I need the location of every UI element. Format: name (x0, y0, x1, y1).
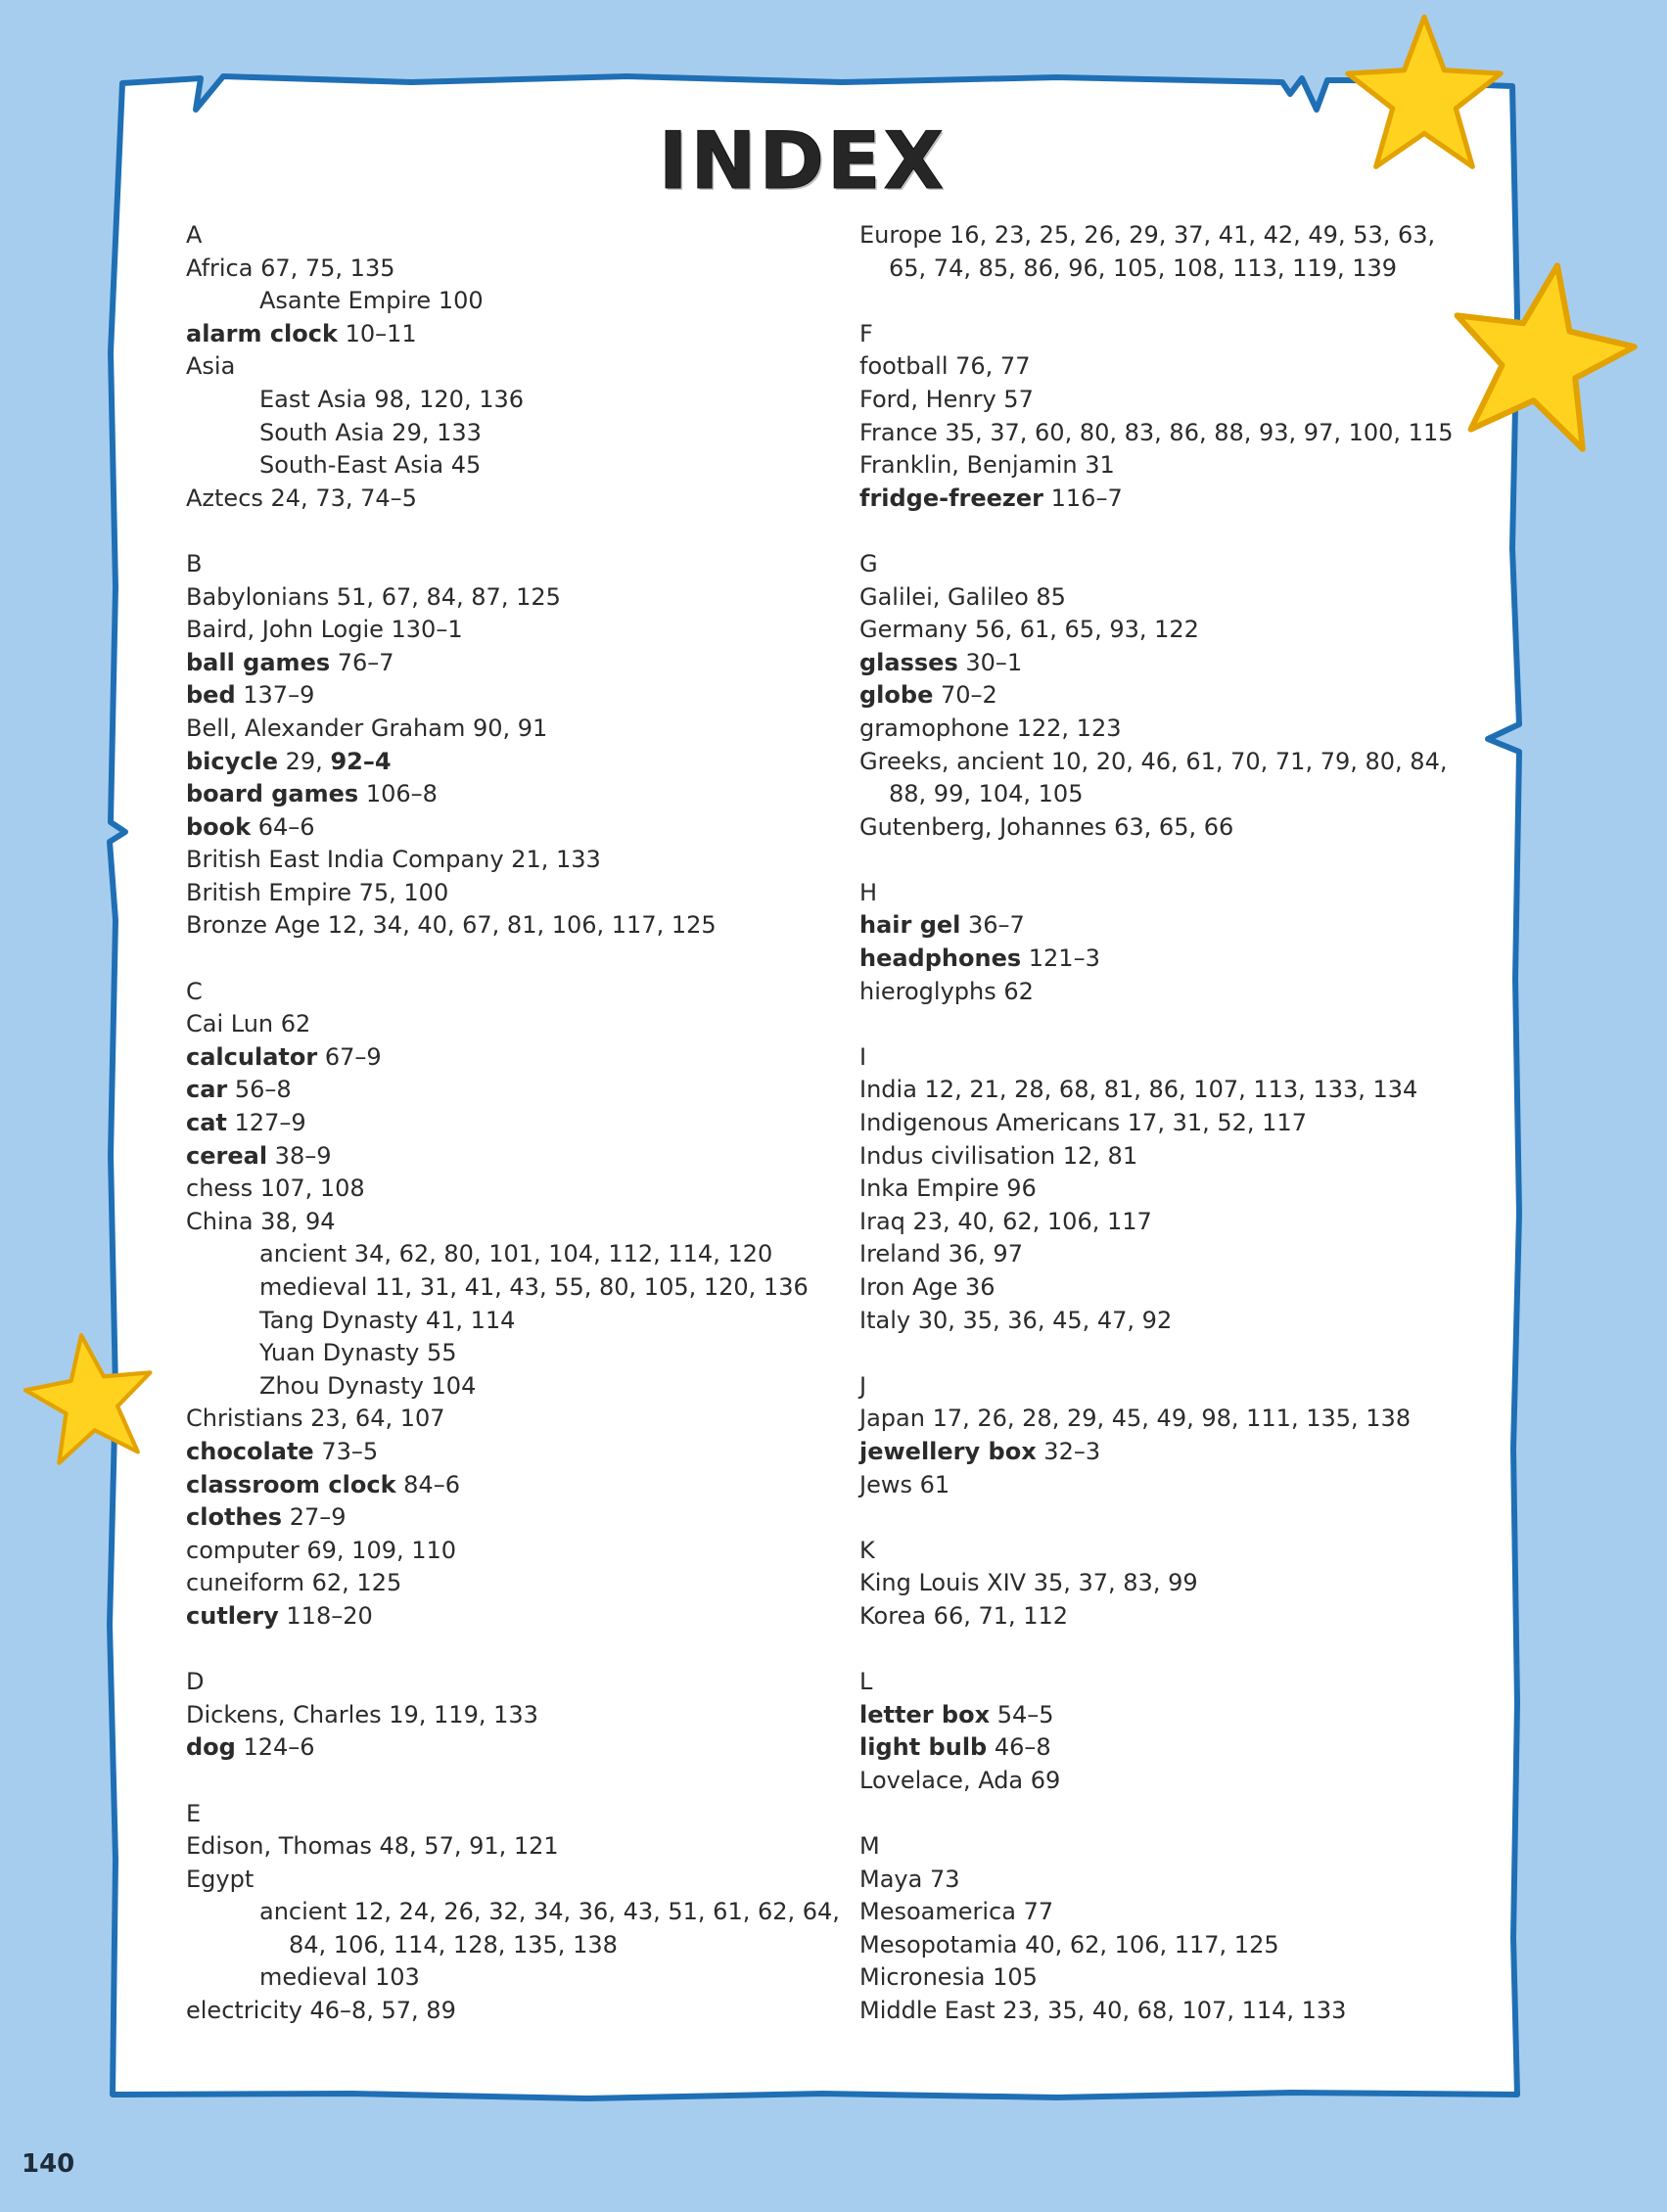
index-entry (859, 1961, 1466, 1995)
entry-text: British Empire 75, 100 (186, 878, 449, 906)
entry-bold-text: 92–4 (330, 747, 392, 775)
entry-text: India 12, 21, 28, 68, 81, 86, 107, 113, 133, 134 (859, 1076, 1418, 1104)
entry-text: Ford, Henry 57 (859, 385, 1034, 413)
entry-text: 36–7 (960, 911, 1025, 940)
entry-text: Middle East 23, 35, 40, 68, 107, 114, 133 (859, 1997, 1347, 2025)
entry-text: football 76, 77 (859, 352, 1031, 381)
entry-bold-text: calculator (186, 1042, 318, 1071)
entry-text: Baird, John Logie 130–1 (186, 616, 463, 644)
entry-text: 127–9 (226, 1109, 306, 1137)
index-entry (859, 647, 1466, 680)
index-entry (186, 811, 852, 845)
entry-bold-text: headphones (859, 945, 1022, 973)
index-entry (859, 350, 1466, 384)
index-entry (186, 1501, 852, 1535)
index-subentry (186, 1961, 852, 1995)
index-entry (186, 679, 852, 713)
index-entry (859, 1567, 1466, 1600)
entry-text: 30–1 (957, 648, 1023, 676)
index-entry (186, 318, 852, 351)
index-entry (186, 1206, 852, 1239)
entry-bold-text: cereal (186, 1141, 268, 1170)
index-entry (186, 1107, 852, 1140)
entry-text: Gutenberg, Johannes 63, 65, 66 (859, 812, 1234, 841)
entry-text: Mesopotamia 40, 62, 106, 117, 125 (859, 1930, 1279, 1959)
entry-bold-text: board games (186, 780, 359, 808)
index-entry (859, 1765, 1466, 1798)
index-entry (859, 1600, 1466, 1634)
index-entry (859, 1107, 1466, 1140)
entry-text: Europe 16, 23, 25, 26, 29, 37, 41, 42, 49, 53, 63, 65, 74, 85, 86, 96, 105, 108, 113, 119, 139 (859, 221, 1436, 282)
entry-text: 29, (278, 747, 331, 775)
entry-text: Korea 66, 71, 112 (859, 1601, 1069, 1630)
index-entry (186, 746, 852, 779)
entry-bold-text: light bulb (859, 1733, 988, 1762)
entry-text: ancient 34, 62, 80, 101, 104, 112, 114, 120 (259, 1240, 773, 1268)
index-entry (859, 1864, 1466, 1897)
index-subentry (186, 449, 852, 483)
entry-text: South Asia 29, 133 (259, 418, 482, 446)
index-subentry (186, 1238, 852, 1271)
entry-text: Cai Lun 62 (186, 1010, 311, 1038)
index-entry (859, 1173, 1466, 1206)
index-entry (859, 943, 1466, 976)
entry-text: 106–8 (358, 780, 438, 808)
index-entry (186, 1567, 852, 1600)
section-letter: D (186, 1668, 205, 1696)
section-letter: J (859, 1371, 867, 1400)
entry-text: Japan 17, 26, 28, 29, 45, 49, 98, 111, 135, 138 (859, 1405, 1412, 1433)
entry-text: China 38, 94 (186, 1207, 336, 1235)
entry-text: Franklin, Benjamin 31 (859, 451, 1115, 480)
section-letter: E (186, 1799, 202, 1827)
index-entry (186, 778, 852, 811)
index-entry (859, 417, 1466, 450)
entry-text: 121–3 (1021, 945, 1100, 973)
index-entry (859, 1731, 1466, 1765)
entry-bold-text: bed (186, 681, 236, 710)
index-entry (859, 1896, 1466, 1929)
index-section (186, 548, 852, 943)
index-section (186, 1666, 852, 1765)
entry-text: 116–7 (1043, 484, 1123, 512)
entry-bold-text: letter box (859, 1700, 991, 1728)
section-letter: I (859, 1042, 867, 1071)
entry-text: Galilei, Galileo 85 (859, 582, 1066, 611)
index-section (186, 219, 852, 515)
page-number: 140 (22, 2149, 75, 2179)
index-entry (859, 1436, 1466, 1469)
index-entry (859, 1995, 1466, 2028)
index-entry (186, 647, 852, 680)
entry-text: Inka Empire 96 (859, 1175, 1037, 1203)
index-entry (186, 1600, 852, 1634)
star-icon (1444, 256, 1640, 452)
entry-text: Ireland 36, 97 (859, 1240, 1023, 1268)
index-section (859, 548, 1466, 844)
index-entry (859, 811, 1466, 845)
index-entry (186, 1436, 852, 1469)
index-section (186, 1798, 852, 2028)
section-letter: A (186, 221, 203, 249)
index-entry (186, 1535, 852, 1568)
index-entry (186, 483, 852, 516)
entry-text: 46–8 (987, 1733, 1051, 1762)
index-subentry (186, 1305, 852, 1338)
entry-text: Asia (186, 352, 236, 381)
index-entry (859, 1305, 1466, 1338)
entry-text: 118–20 (278, 1601, 373, 1630)
index-section (859, 1666, 1466, 1797)
entry-text: Iraq 23, 40, 62, 106, 117 (859, 1207, 1152, 1235)
section-letter: F (859, 319, 873, 347)
section-letter: C (186, 977, 203, 1005)
entry-text: 70–2 (933, 681, 997, 710)
index-entry (186, 1403, 852, 1436)
index-entry (859, 1699, 1466, 1732)
entry-bold-text: book (186, 812, 252, 841)
entry-bold-text: dog (186, 1733, 236, 1762)
entry-text: Jews 61 (859, 1470, 950, 1498)
entry-text: Yuan Dynasty 55 (259, 1339, 457, 1367)
entry-text: South-East Asia 45 (259, 451, 482, 480)
entry-text: medieval 11, 31, 41, 43, 55, 80, 105, 120, 136 (259, 1273, 809, 1301)
index-section (859, 219, 1466, 285)
entry-bold-text: classroom clock (186, 1470, 396, 1498)
entry-text: East Asia 98, 120, 136 (259, 385, 525, 413)
entry-text: Aztecs 24, 73, 74–5 (186, 484, 417, 512)
entry-text: ancient 12, 24, 26, 32, 34, 36, 43, 51, 61, 62, 64, 84, 106, 114, 128, 135, 138 (259, 1898, 840, 1959)
entry-text: 67–9 (317, 1042, 382, 1071)
entry-text: 56–8 (227, 1076, 292, 1104)
entry-bold-text: clothes (186, 1503, 283, 1532)
index-entry (186, 1074, 852, 1107)
entry-text: Italy 30, 35, 36, 45, 47, 92 (859, 1306, 1173, 1334)
entry-text: 64–6 (251, 812, 315, 841)
entry-text: computer 69, 109, 110 (186, 1536, 457, 1564)
index-entry (186, 1731, 852, 1765)
index-entry (859, 1469, 1466, 1502)
index-entry (186, 713, 852, 746)
entry-text: Germany 56, 61, 65, 93, 122 (859, 616, 1199, 644)
index-entry (186, 350, 852, 384)
index-entry (859, 1074, 1466, 1107)
entry-text: electricity 46–8, 57, 89 (186, 1997, 456, 2025)
entry-text: cuneiform 62, 125 (186, 1569, 402, 1597)
index-entry (186, 1173, 852, 1206)
section-letter: H (859, 878, 878, 906)
index-column-left (186, 219, 852, 2060)
index-entry (186, 1864, 852, 1897)
entry-text: Tang Dynasty 41, 114 (259, 1306, 516, 1334)
index-entry (186, 581, 852, 615)
section-letter: M (859, 1832, 880, 1861)
entry-text: Lovelace, Ada 69 (859, 1766, 1061, 1794)
entry-text: gramophone 122, 123 (859, 714, 1122, 742)
index-section (859, 1370, 1466, 1501)
entry-text: British East India Company 21, 133 (186, 846, 601, 874)
entry-text: chess 107, 108 (186, 1175, 365, 1203)
entry-bold-text: alarm clock (186, 319, 338, 347)
index-subentry (186, 1337, 852, 1370)
index-entry (859, 219, 1466, 285)
section-letter: G (859, 549, 878, 577)
entry-bold-text: car (186, 1076, 228, 1104)
entry-text: 84–6 (395, 1470, 460, 1498)
index-section (859, 1535, 1466, 1634)
index-entry (186, 1041, 852, 1075)
index-section (859, 1041, 1466, 1337)
entry-bold-text: glasses (859, 648, 958, 676)
index-section (186, 976, 852, 1634)
entry-text: Bronze Age 12, 34, 40, 67, 81, 106, 117, 125 (186, 911, 717, 940)
entry-bold-text: cat (186, 1109, 227, 1137)
entry-text: France 35, 37, 60, 80, 83, 86, 88, 93, 97, 100, 115 (859, 418, 1454, 446)
index-entry (186, 253, 852, 286)
index-section (859, 877, 1466, 1008)
index-entry (859, 1403, 1466, 1436)
entry-text: 10–11 (337, 319, 417, 347)
index-entry (859, 483, 1466, 516)
entry-text: Indigenous Americans 17, 31, 52, 117 (859, 1109, 1307, 1137)
index-entry (186, 1699, 852, 1732)
index-entry (186, 1140, 852, 1174)
index-subentry (186, 1271, 852, 1305)
entry-text: 76–7 (330, 648, 394, 676)
index-entry (859, 614, 1466, 647)
index-subentry (186, 417, 852, 450)
index-entry (859, 1238, 1466, 1271)
index-subentry (186, 1370, 852, 1404)
index-entry (186, 1995, 852, 2028)
entry-text: hieroglyphs 62 (859, 977, 1034, 1005)
index-entry (859, 449, 1466, 483)
index-entry (859, 1271, 1466, 1305)
entry-text: 32–3 (1036, 1437, 1101, 1465)
index-entry (859, 746, 1466, 811)
entry-text: Dickens, Charles 19, 119, 133 (186, 1700, 538, 1728)
index-entry (186, 877, 852, 910)
entry-bold-text: hair gel (859, 911, 961, 940)
entry-text: Asante Empire 100 (259, 287, 484, 315)
entry-text: Indus civilisation 12, 81 (859, 1141, 1138, 1170)
index-entry (186, 909, 852, 943)
star-icon (1341, 8, 1507, 179)
entry-text: Egypt (186, 1865, 255, 1893)
entry-bold-text: jewellery box (859, 1437, 1037, 1465)
entry-bold-text: fridge-freezer (859, 484, 1044, 512)
entry-text: Edison, Thomas 48, 57, 91, 121 (186, 1832, 559, 1861)
entry-text: Bell, Alexander Graham 90, 91 (186, 714, 548, 742)
index-section (859, 318, 1466, 516)
entry-text: Christians 23, 64, 107 (186, 1405, 445, 1433)
index-subentry (186, 1896, 852, 1961)
index-entry (859, 1929, 1466, 1962)
index-entry (859, 581, 1466, 615)
entry-bold-text: cutlery (186, 1601, 279, 1630)
entry-text: King Louis XIV 35, 37, 83, 99 (859, 1569, 1198, 1597)
entry-bold-text: ball games (186, 648, 331, 676)
index-section (859, 1830, 1466, 2028)
index-entry (186, 1469, 852, 1502)
entry-text: Micronesia 105 (859, 1963, 1038, 1992)
entry-text: Babylonians 51, 67, 84, 87, 125 (186, 582, 561, 611)
index-column-right (859, 219, 1466, 2060)
index-entry (186, 1830, 852, 1864)
entry-text: 73–5 (313, 1437, 379, 1465)
index-entry (859, 909, 1466, 943)
entry-text: Mesoamerica 77 (859, 1898, 1054, 1926)
index-subentry (186, 285, 852, 318)
index-entry (859, 976, 1466, 1009)
entry-text: medieval 103 (259, 1963, 420, 1992)
entry-text: Iron Age 36 (859, 1273, 996, 1301)
index-entry (859, 1206, 1466, 1239)
star-icon (22, 1329, 159, 1466)
page-title: INDEX (658, 115, 948, 207)
entry-text: 38–9 (267, 1141, 332, 1170)
section-letter: K (859, 1536, 875, 1564)
entry-text: 27–9 (282, 1503, 347, 1532)
index-entry (859, 1140, 1466, 1174)
index-entry (186, 1008, 852, 1041)
entry-text: Zhou Dynasty 104 (259, 1371, 477, 1400)
index-entry (186, 614, 852, 647)
entry-text: 67, 75, 135 (253, 253, 395, 282)
entry-bold-text: bicycle (186, 747, 279, 775)
index-entry (859, 384, 1466, 417)
entry-text: 137–9 (235, 681, 315, 710)
section-letter: B (186, 549, 203, 577)
index-entry (859, 679, 1466, 713)
entry-text: Greeks, ancient 10, 20, 46, 61, 70, 71, 79, 80, 84, 88, 99, 104, 105 (859, 747, 1448, 808)
index-entry (186, 844, 852, 877)
entry-text: 54–5 (990, 1700, 1054, 1728)
entry-text: Africa (186, 253, 254, 282)
index-subentry (186, 384, 852, 417)
entry-bold-text: globe (859, 681, 934, 710)
entry-text: Maya 73 (859, 1865, 960, 1893)
index-entry (859, 713, 1466, 746)
entry-text: 124–6 (235, 1733, 315, 1762)
section-letter: L (859, 1668, 873, 1696)
entry-bold-text: chocolate (186, 1437, 314, 1465)
